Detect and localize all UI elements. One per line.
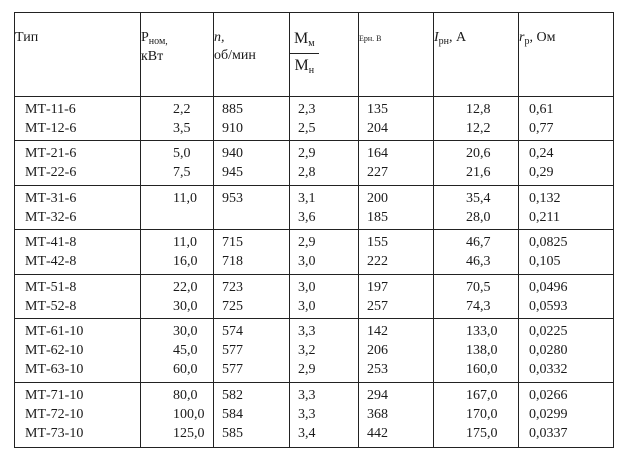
table-row	[15, 230, 614, 274]
cell-value: 577	[222, 361, 243, 377]
type-cell-lines	[15, 383, 140, 443]
speed-cell	[214, 97, 290, 141]
power-cell	[141, 185, 214, 229]
speed-cell-lines	[214, 141, 289, 182]
cell-value: 3,3	[298, 407, 316, 423]
cell-value: 227	[367, 165, 388, 181]
cell-value: 368	[367, 407, 388, 423]
table-row	[15, 185, 614, 229]
cell-value: 170,0	[466, 407, 498, 423]
power-cell	[141, 97, 214, 141]
type-cell-lines	[15, 230, 140, 271]
cell-value: 11,0	[173, 235, 197, 251]
cell-value	[222, 208, 289, 227]
cell-value: 0,0332	[529, 361, 568, 377]
cell-value: 2,2	[173, 102, 191, 117]
current-cell-lines	[434, 186, 518, 227]
table-row	[15, 97, 614, 141]
cell-value: 0,0825	[529, 235, 568, 251]
resistance-cell	[519, 141, 614, 185]
speed-cell-lines	[214, 97, 289, 138]
header-current-symbol: I	[434, 30, 439, 45]
voltage-cell-lines	[359, 97, 433, 138]
cell-value: 0,29	[529, 165, 554, 181]
cell-value: 7,5	[173, 165, 191, 181]
resistance-cell	[519, 230, 614, 274]
cell-value: 2,9	[298, 146, 316, 162]
cell-value: 3,6	[298, 209, 316, 225]
cell-value: 0,0496	[529, 279, 568, 295]
power-cell	[141, 141, 214, 185]
voltage-cell-lines	[359, 186, 433, 227]
cell-value: 910	[222, 121, 243, 136]
motor-spec-table	[14, 12, 614, 448]
current-cell-lines	[434, 141, 518, 182]
header-voltage-label: Ерн. В	[359, 34, 382, 43]
header-resist-symbol: r	[519, 30, 525, 45]
power-cell	[141, 383, 214, 448]
cell-value: 945	[222, 165, 243, 181]
cell-value: 45,0	[173, 342, 198, 358]
cell-value: 3,0	[298, 298, 316, 314]
cell-value: 175,0	[466, 426, 498, 442]
voltage-cell-lines	[359, 383, 433, 443]
cell-value: 160,0	[466, 361, 498, 377]
cell-value: 0,0337	[529, 426, 568, 442]
header-current-subscript: рн	[438, 36, 450, 47]
speed-cell-lines	[214, 319, 289, 379]
type-cell	[15, 141, 141, 185]
cell-value: 3,3	[298, 388, 316, 404]
cell-value: 0,0266	[529, 388, 568, 404]
type-cell	[15, 318, 141, 382]
type-cell	[15, 185, 141, 229]
type-cell-lines	[15, 275, 140, 316]
cell-value: МТ-31-6	[25, 190, 77, 206]
cell-value: МТ-72-10	[25, 407, 84, 423]
cell-value: 70,5	[466, 279, 491, 295]
table-row	[15, 383, 614, 448]
torque-ratio-cell	[290, 97, 359, 141]
header-type	[15, 13, 141, 97]
type-cell	[15, 274, 141, 318]
cell-value: 30,0	[173, 323, 198, 339]
cell-value: 167,0	[466, 388, 498, 404]
cell-value: 16,0	[173, 254, 198, 270]
resistance-cell	[519, 318, 614, 382]
cell-value: 3,0	[298, 279, 316, 295]
speed-cell	[214, 185, 290, 229]
table-row	[15, 318, 614, 382]
cell-value: 0,61	[529, 102, 554, 117]
cell-value: 3,1	[298, 190, 316, 206]
cell-value: 20,6	[466, 146, 491, 162]
type-cell	[15, 230, 141, 274]
cell-value: 257	[367, 298, 388, 314]
header-row	[15, 13, 614, 97]
speed-cell	[214, 141, 290, 185]
cell-value: 3,3	[298, 323, 316, 339]
cell-value: 164	[367, 146, 388, 162]
torque-ratio-numerator	[290, 29, 319, 54]
speed-cell	[214, 383, 290, 448]
torque-den-symbol: M	[294, 57, 309, 74]
resistance-cell-lines	[519, 97, 613, 138]
cell-value: МТ-12-6	[25, 121, 77, 136]
cell-value: 577	[222, 342, 243, 358]
torque-ratio-cell	[290, 383, 359, 448]
resistance-cell-lines	[519, 141, 613, 182]
cell-value: 138,0	[466, 342, 498, 358]
voltage-cell	[359, 383, 434, 448]
torque-den-subscript: н	[308, 65, 315, 76]
resistance-cell	[519, 185, 614, 229]
resistance-cell-lines	[519, 383, 613, 443]
power-cell-lines	[141, 97, 213, 138]
type-cell	[15, 97, 141, 141]
voltage-cell	[359, 97, 434, 141]
header-current	[434, 13, 519, 97]
table-row	[15, 274, 614, 318]
cell-value: 940	[222, 146, 243, 162]
header-type-text: Тип	[15, 30, 39, 45]
resistance-cell	[519, 274, 614, 318]
cell-value: 0,24	[529, 146, 554, 162]
cell-value: 5,0	[173, 146, 191, 162]
cell-value: МТ-73-10	[25, 426, 84, 442]
cell-value: 0,105	[529, 254, 561, 270]
cell-value: 12,8	[466, 102, 491, 117]
type-cell-lines	[15, 186, 140, 227]
cell-value: 2,8	[298, 165, 316, 181]
cell-value: 574	[222, 323, 243, 339]
speed-cell	[214, 230, 290, 274]
voltage-cell	[359, 185, 434, 229]
cell-value: 3,4	[298, 426, 316, 442]
header-resist-subscript: р	[524, 36, 530, 47]
cell-value: МТ-51-8	[25, 279, 77, 295]
cell-value: 0,211	[529, 209, 560, 225]
torque-num-subscript: м	[308, 38, 315, 49]
torque-ratio-fraction	[290, 29, 319, 78]
cell-value: 204	[367, 121, 388, 136]
cell-value: МТ-61-10	[25, 323, 84, 339]
speed-cell	[214, 318, 290, 382]
voltage-cell-lines	[359, 141, 433, 182]
header-power	[141, 13, 214, 97]
cell-value: МТ-42-8	[25, 254, 77, 270]
torque-ratio-cell-lines	[290, 275, 358, 316]
cell-value: 253	[367, 361, 388, 377]
speed-cell-lines	[214, 275, 289, 316]
type-cell-lines	[15, 141, 140, 182]
cell-value: 718	[222, 254, 243, 270]
cell-value: 80,0	[173, 388, 198, 404]
cell-value: 2,3	[298, 102, 316, 117]
torque-ratio-denominator	[290, 54, 319, 78]
cell-value: МТ-63-10	[25, 361, 84, 377]
speed-cell-lines	[214, 230, 289, 271]
cell-value: МТ-32-6	[25, 209, 77, 225]
cell-value: МТ-21-6	[25, 146, 77, 162]
cell-value: 3,2	[298, 342, 316, 358]
cell-value: МТ-62-10	[25, 342, 84, 358]
torque-ratio-cell	[290, 274, 359, 318]
cell-value: 725	[222, 298, 243, 314]
power-cell-lines	[141, 383, 213, 443]
cell-value: 46,7	[466, 235, 491, 251]
voltage-cell-lines	[359, 319, 433, 379]
cell-value: 0,0225	[529, 323, 568, 339]
voltage-cell-lines	[359, 230, 433, 271]
cell-value: МТ-22-6	[25, 165, 77, 181]
cell-value: 125,0	[173, 426, 205, 442]
header-voltage	[359, 13, 434, 97]
header-current-unit: , А	[449, 30, 467, 45]
cell-value: 723	[222, 279, 243, 295]
type-cell-lines	[15, 319, 140, 379]
type-cell-lines	[15, 97, 140, 138]
current-cell-lines	[434, 97, 518, 138]
cell-value: 185	[367, 209, 388, 225]
cell-value: 30,0	[173, 298, 198, 314]
resistance-cell-lines	[519, 186, 613, 227]
power-cell-lines	[141, 141, 213, 182]
voltage-cell	[359, 318, 434, 382]
cell-value: 2,5	[298, 121, 316, 136]
cell-value: 0,77	[529, 121, 554, 136]
power-cell-lines	[141, 230, 213, 271]
current-cell	[434, 97, 519, 141]
torque-ratio-cell-lines	[290, 319, 358, 379]
resistance-cell-lines	[519, 275, 613, 316]
header-torque-ratio	[290, 13, 359, 97]
voltage-cell	[359, 141, 434, 185]
type-cell	[15, 383, 141, 448]
cell-value: 585	[222, 426, 243, 442]
speed-cell	[214, 274, 290, 318]
cell-value: 200	[367, 190, 388, 206]
cell-value: 294	[367, 388, 388, 404]
table-body	[15, 97, 614, 448]
resistance-cell-lines	[519, 319, 613, 379]
power-cell	[141, 230, 214, 274]
cell-value: 100,0	[173, 407, 205, 423]
resistance-cell	[519, 383, 614, 448]
cell-value: 74,3	[466, 298, 491, 314]
cell-value: 0,0593	[529, 298, 568, 314]
torque-ratio-cell	[290, 318, 359, 382]
header-power-subscript: ном,	[148, 36, 168, 47]
power-cell-lines	[141, 186, 213, 227]
cell-value: 582	[222, 388, 243, 404]
torque-num-symbol: M	[294, 30, 309, 47]
speed-cell-lines	[214, 383, 289, 443]
torque-ratio-cell	[290, 230, 359, 274]
cell-value: 0,132	[529, 190, 561, 206]
cell-value: 222	[367, 254, 388, 270]
cell-value: 155	[367, 235, 388, 251]
power-cell	[141, 274, 214, 318]
cell-value: 46,3	[466, 254, 491, 270]
cell-value: 21,6	[466, 165, 491, 181]
cell-value: 197	[367, 279, 388, 295]
table-row	[15, 141, 614, 185]
cell-value: 584	[222, 407, 243, 423]
cell-value: 206	[367, 342, 388, 358]
torque-ratio-cell-lines	[290, 97, 358, 138]
cell-value: 715	[222, 235, 243, 251]
cell-value: 953	[222, 190, 243, 206]
current-cell	[434, 230, 519, 274]
header-speed-unit: об/мин	[214, 48, 256, 63]
cell-value: МТ-11-6	[25, 102, 76, 117]
torque-ratio-cell	[290, 141, 359, 185]
current-cell-lines	[434, 383, 518, 443]
cell-value: 11,0	[173, 190, 197, 206]
cell-value: 133,0	[466, 323, 498, 339]
current-cell-lines	[434, 230, 518, 271]
power-cell-lines	[141, 319, 213, 379]
cell-value: 3,0	[298, 254, 316, 270]
current-cell	[434, 274, 519, 318]
torque-ratio-cell-lines	[290, 383, 358, 443]
torque-ratio-cell	[290, 185, 359, 229]
cell-value: 35,4	[466, 190, 491, 206]
power-cell-lines	[141, 275, 213, 316]
header-resist-unit: , Ом	[529, 30, 556, 45]
voltage-cell	[359, 274, 434, 318]
torque-ratio-cell-lines	[290, 230, 358, 271]
header-resistance	[519, 13, 614, 97]
cell-value: МТ-52-8	[25, 298, 77, 314]
header-speed-symbol: n,	[214, 30, 225, 45]
cell-value: 28,0	[466, 209, 491, 225]
cell-value: 0,0280	[529, 342, 568, 358]
header-power-symbol: P	[141, 30, 149, 45]
cell-value: 135	[367, 102, 388, 117]
current-cell	[434, 318, 519, 382]
current-cell	[434, 185, 519, 229]
cell-value: МТ-71-10	[25, 388, 84, 404]
cell-value	[173, 208, 213, 227]
speed-cell-lines	[214, 186, 289, 227]
cell-value: 22,0	[173, 279, 198, 295]
current-cell	[434, 383, 519, 448]
torque-ratio-cell-lines	[290, 141, 358, 182]
header-speed	[214, 13, 290, 97]
cell-value: 142	[367, 323, 388, 339]
cell-value: МТ-41-8	[25, 235, 77, 251]
current-cell	[434, 141, 519, 185]
cell-value: 442	[367, 426, 388, 442]
cell-value: 12,2	[466, 121, 491, 136]
header-power-unit: кВт	[141, 49, 164, 64]
torque-ratio-cell-lines	[290, 186, 358, 227]
resistance-cell-lines	[519, 230, 613, 271]
cell-value: 2,9	[298, 235, 316, 251]
power-cell	[141, 318, 214, 382]
cell-value: 885	[222, 102, 243, 117]
current-cell-lines	[434, 275, 518, 316]
cell-value: 0,0299	[529, 407, 568, 423]
voltage-cell	[359, 230, 434, 274]
voltage-cell-lines	[359, 275, 433, 316]
cell-value: 60,0	[173, 361, 198, 377]
current-cell-lines	[434, 319, 518, 379]
cell-value: 2,9	[298, 361, 316, 377]
resistance-cell	[519, 97, 614, 141]
cell-value: 3,5	[173, 121, 191, 136]
